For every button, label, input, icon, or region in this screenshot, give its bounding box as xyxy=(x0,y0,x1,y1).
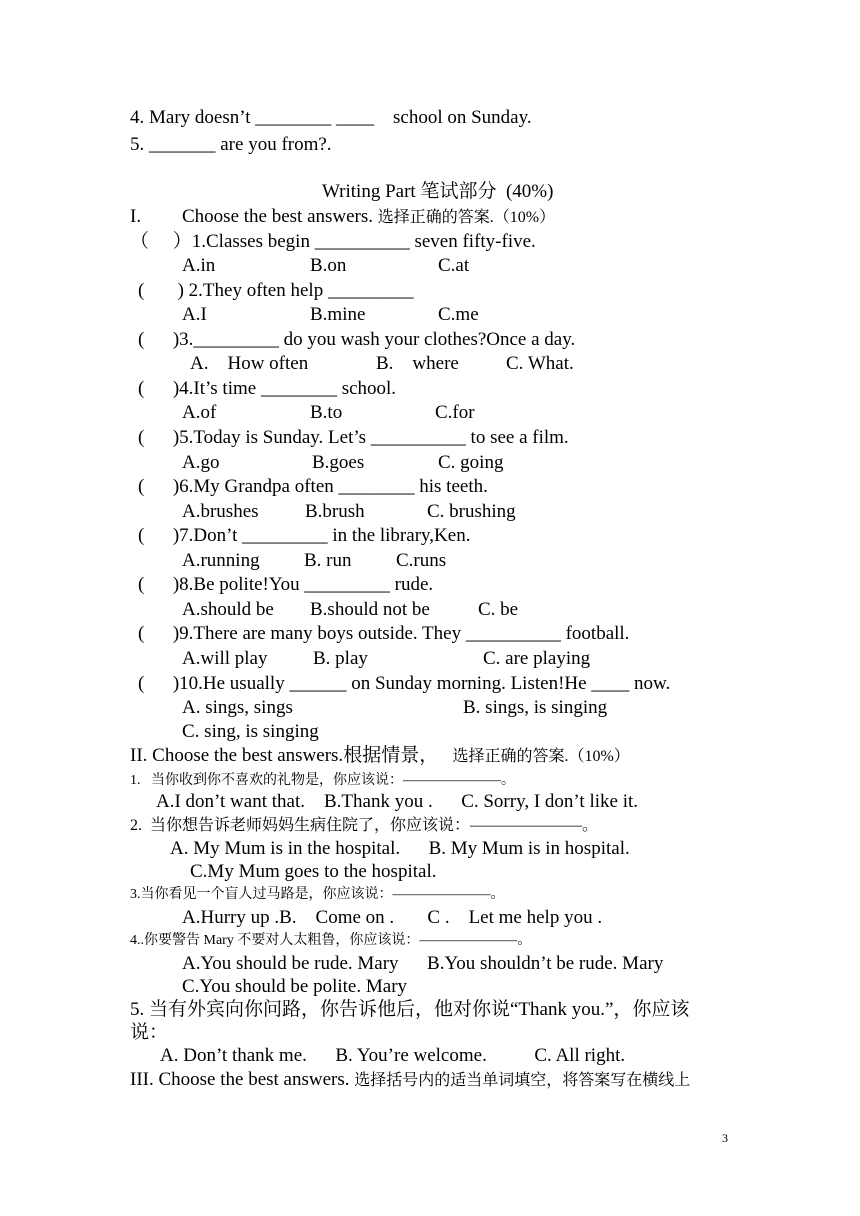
mc-option-8b: B.should not be xyxy=(310,599,430,620)
mc-option-2a: A.I xyxy=(182,304,207,325)
situation-answers-2: A. My Mum is in the hospital. B. My Mum is in hospital. xyxy=(170,838,630,859)
mc-question-4: ( )4.It’s time ________ school. xyxy=(138,378,397,399)
situation-answers-4b: C.You should be polite. Mary xyxy=(182,976,408,997)
situation-question-5-cont: 说： xyxy=(130,1022,169,1043)
mc-question-7: ( )7.Don’t _________ in the library,Ken. xyxy=(138,525,471,546)
mc-option-4b: B.to xyxy=(310,402,343,423)
mc-option-6c: C. brushing xyxy=(427,501,516,522)
mc-option-9b: B. play xyxy=(313,648,368,669)
mc-option-3a: A. How often xyxy=(190,353,309,374)
section-2-title xyxy=(130,745,630,768)
mc-option-2b: B.mine xyxy=(310,304,366,325)
section-1-title xyxy=(182,206,555,229)
mc-option-10a: A. sings, sings xyxy=(182,697,293,718)
mc-option-2c: C.me xyxy=(438,304,479,325)
section-1-title-en: Choose the best answers. xyxy=(182,206,374,227)
mc-option-7c: C.runs xyxy=(396,550,447,571)
mc-question-5: ( )5.Today is Sunday. Let’s __________ to see a film. xyxy=(138,427,569,448)
mc-option-4a: A.of xyxy=(182,402,217,423)
mc-question-3: ( )3._________ do you wash your clothes?Once a day. xyxy=(138,329,576,350)
mc-option-4c: C.for xyxy=(435,402,475,423)
mc-option-1b: B.on xyxy=(310,255,347,276)
situation-answers-3: A.Hurry up .B. Come on . C . Let me help you . xyxy=(182,907,603,928)
page-number: 3 xyxy=(722,1131,728,1145)
mc-question-2: ( ) 2.They often help _________ xyxy=(138,280,414,301)
section-2-title-cn1: 根据情景， xyxy=(343,745,439,766)
mc-option-3b: B. where xyxy=(376,353,459,374)
section-2-title-cn2: 选择正确的答案.（10%） xyxy=(452,748,630,765)
writing-part-title: Writing Part 笔试部分 (40%) xyxy=(322,181,554,202)
mc-option-8a: A.should be xyxy=(182,599,274,620)
question-4: 4. Mary doesn’t ________ ____ school on Sunday. xyxy=(130,107,532,128)
mc-question-10: ( )10.He usually ______ on Sunday morning. Listen!He ____ now. xyxy=(138,673,671,694)
section-1-title-cn: 选择正确的答案.（10%） xyxy=(377,209,556,226)
section-2-title-en: II. Choose the best answers. xyxy=(130,745,344,766)
mc-option-3c: C. What. xyxy=(506,353,574,374)
mc-option-6b: B.brush xyxy=(305,501,365,522)
mc-option-7b: B. run xyxy=(304,550,352,571)
situation-answers-2b: C.My Mum goes to the hospital. xyxy=(190,861,437,882)
situation-question-5: 5. 当有外宾向你问路，你告诉他后，他对你说“Thank you.”，你应该 xyxy=(130,999,690,1020)
mc-question-6: ( )6.My Grandpa often ________ his teeth. xyxy=(138,476,488,497)
mc-option-10b: B. sings, is singing xyxy=(463,697,608,718)
situation-question-4: 4..你要警告 Mary 不要对人太粗鲁，你应该说：———————。 xyxy=(130,933,532,948)
situation-answers-4: A.You should be rude. Mary B.You shouldn’t be rude. Mary xyxy=(182,953,664,974)
question-5: 5. _______ are you from?. xyxy=(130,134,332,155)
situation-question-1: 1. 当你收到你不喜欢的礼物是，你应该说：———————。 xyxy=(130,773,515,788)
situation-answers-5: A. Don’t thank me. B. You’re welcome. C. All right. xyxy=(160,1045,626,1066)
section-3-title-cn: 选择括号内的适当单词填空，将答案写在横线上 xyxy=(354,1072,691,1089)
mc-option-5c: C. going xyxy=(438,452,504,473)
section-3-title xyxy=(130,1069,690,1092)
mc-option-1a: A.in xyxy=(182,255,216,276)
mc-option-9c: C. are playing xyxy=(483,648,591,669)
situation-question-2: 2. 当你想告诉老师妈妈生病住院了，你应该说：———————。 xyxy=(130,817,599,834)
mc-option-1c: C.at xyxy=(438,255,470,276)
mc-question-1: （ ）1.Classes begin __________ seven fifty-five. xyxy=(130,231,536,252)
mc-question-8: ( )8.Be polite!You _________ rude. xyxy=(138,574,434,595)
mc-option-10c: C. sing, is singing xyxy=(182,721,319,742)
mc-question-9: ( )9.There are many boys outside. They __________ football. xyxy=(138,623,630,644)
mc-option-6a: A.brushes xyxy=(182,501,259,522)
situation-question-3: 3.当你看见一个盲人过马路是，你应该说：———————。 xyxy=(130,887,505,902)
section-1-number: I. xyxy=(130,206,142,227)
mc-option-5a: A.go xyxy=(182,452,220,473)
mc-option-7a: A.running xyxy=(182,550,260,571)
mc-option-5b: B.goes xyxy=(312,452,365,473)
situation-answers-1: A.I don’t want that. B.Thank you . C. Sorry, I don’t like it. xyxy=(156,791,638,812)
mc-option-8c: C. be xyxy=(478,599,519,620)
mc-option-9a: A.will play xyxy=(182,648,268,669)
section-3-title-en: III. Choose the best answers. xyxy=(130,1069,350,1090)
